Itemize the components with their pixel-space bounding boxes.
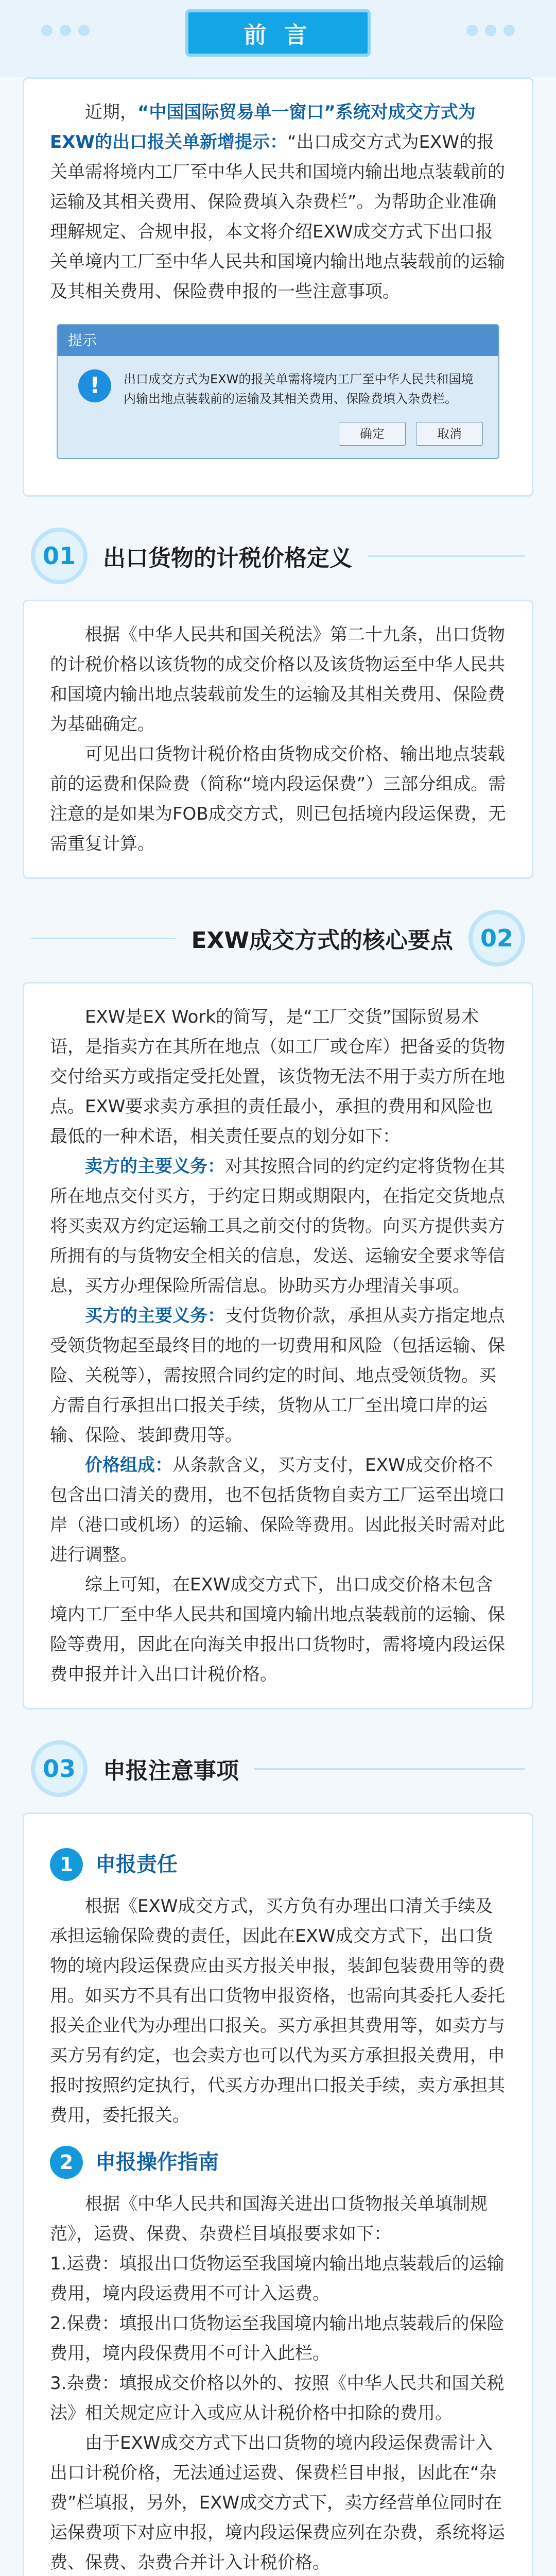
subheading-title: 申报操作指南 bbox=[95, 2150, 219, 2174]
paragraph: 根据《中华人民共和国关税法》第二十九条，出口货物的计税价格以该货物的成交价格以及该货物运至中华人民共和国境内输出地点装载前发生的运输及其相关费用、保险费为基础确定。 bbox=[50, 624, 505, 735]
preface-paragraph: 近期，“中国国际贸易单一窗口”系统对成交方式为EXW的出口报关单新增提示：“出口成交方式为EXW的报关单需将境内工厂至中华人民共和国境内输出地点装载前的运输及其相关费用、保险费填入杂费栏”。为帮助企业准确理解规定、合规申报，本文将介绍EXW成交方式下出口报关单境内工厂至中华人民共和国境内输出地点装载前的运输及其相关费用、保险费申报的一些注意事项。 bbox=[50, 102, 505, 302]
ok-button[interactable]: 确定 bbox=[339, 422, 406, 446]
paragraph: 根据《EXW成交方式，买方负有办理出口清关手续及承担运输保险费的责任，因此在EXW成交方式下，出口货物的境内段运保费应由买方报关申报，装卸包装费用等的费用。如买方不具有出口货物申报资格，也需向其委托人委托报关企业代为办理出口报关。买方承担其费用等，如卖方与买方另有约定，也会卖方也可以代为买方承担报关费用，申报时按照约定执行，代买方办理出口报关手续，卖方承担其费用，委托报关。 bbox=[50, 1896, 505, 2126]
subheading-title: 申报责任 bbox=[95, 1853, 178, 1876]
decor-dots-left bbox=[41, 25, 90, 36]
preface-card bbox=[23, 77, 533, 497]
section-header-1 bbox=[0, 528, 556, 584]
section-number: 01 bbox=[31, 528, 88, 584]
dialog-buttons bbox=[58, 422, 498, 458]
paragraph: 价格组成：从条款含义，买方支付，EXW成交价格不包含出口清关的费用，也不包括货物自卖方工厂运至出境口岸（港口或机场）的运输、保险等费用。因此报关时需对此进行调整。 bbox=[50, 1455, 505, 1565]
paragraph: 可见出口货物计税价格由货物成交价格、输出地点装载前的运费和保险费（简称“境内段运保费”）三部分组成。需注意的是如果为FOB成交方式，则已包括境内段运保费，无需重复计算。 bbox=[50, 744, 506, 854]
system-prompt-dialog bbox=[57, 324, 499, 459]
paragraph: 3.杂费：填报成交价格以外的、按照《中华人民共和国关税法》相关规定应计入或应从计税价格中扣除的费用。 bbox=[50, 2373, 505, 2424]
subheading-number: 2 bbox=[50, 2146, 83, 2179]
paragraph: EXW是EX Work的简写，是“工厂交货”国际贸易术语，是指卖方在其所在地点（如工厂或仓库）把备妥的货物交付给买方或指定受托处置，该货物无法不用于卖方所在地点。EXW要求卖方承担的责任最小，承担的费用和风险也最低的一种术语，相关责任要点的划分如下： bbox=[50, 1007, 505, 1147]
cancel-button[interactable]: 取消 bbox=[416, 422, 483, 446]
paragraph: 2.保费：填报出口货物运至我国境内输出地点装载后的保险费用，境内段保费用不可计入此栏。 bbox=[50, 2313, 505, 2364]
header-band bbox=[0, 0, 556, 77]
section-title: EXW成交方式的核心要点 bbox=[191, 927, 453, 954]
section-number: 02 bbox=[468, 910, 525, 967]
section-header-2 bbox=[0, 910, 556, 967]
section-number: 03 bbox=[31, 1740, 88, 1797]
preface-title: 前 言 bbox=[185, 9, 371, 57]
paragraph: 1.运费：填报出口货物运至我国境内输出地点装载后的运输费用，境内段运费用不可计入运费。 bbox=[50, 2253, 505, 2304]
section-3-card bbox=[23, 1812, 533, 2576]
divider bbox=[368, 555, 525, 557]
dialog-title: 提示 bbox=[58, 325, 498, 356]
section-title: 申报注意事项 bbox=[103, 1758, 239, 1784]
paragraph: 卖方的主要义务：对其按照合同的约定约定将货物在其所在地点交付买方，于约定日期或期限内，在指定交货地点将买卖双方约定运输工具之前交付的货物。向买方提供卖方所拥有的与货物安全相关的信息，发送、运输安全要求等信息，买方办理保险所需信息。协助买方办理清关事项。 bbox=[50, 1156, 505, 1296]
dialog-message: 出口成交方式为EXW的报关单需将境内工厂至中华人民共和国境内输出地点装载前的运输及其相关费用、保险费填入杂费栏。 bbox=[124, 372, 474, 406]
paragraph: 综上可知，在EXW成交方式下，出口成交价格未包含境内工厂至中华人民共和国境内输出地点装载前的运输、保险等费用，因此在向海关申报出口货物时，需将境内段运保费申报并计入出口计税价格。 bbox=[50, 1574, 505, 1685]
info-icon: ! bbox=[78, 369, 111, 402]
dialog-body bbox=[58, 356, 498, 422]
section-1-card bbox=[23, 600, 533, 879]
divider bbox=[254, 1768, 525, 1770]
subheading-number: 1 bbox=[50, 1848, 83, 1881]
section-title: 出口货物的计税价格定义 bbox=[103, 545, 352, 571]
paragraph: 由于EXW成交方式下出口货物的境内段运保费需计入出口计税价格，无法通过运费、保费栏目申报，因此在“杂费”栏填报，另外，EXW成交方式下，卖方经营单位同时在运保费项下对应申报，境内段运保费应列在杂费，系统将运费、保费、杂费合并计入计税价格。 bbox=[50, 2433, 505, 2573]
paragraph: 根据《中华人民共和国海关进出口货物报关单填制规范》，运费、保费、杂费栏目填报要求如下： bbox=[50, 2194, 488, 2244]
section-2-card bbox=[23, 982, 533, 1709]
section-header-3 bbox=[0, 1740, 556, 1797]
paragraph: 买方的主要义务：支付货物价款，承担从卖方指定地点受领货物起至最终目的地的一切费用和风险（包括运输、保险、关税等），需按照合同约定的时间、地点受领货物。买方需自行承担出口报关手续，货物从工厂至出境口岸的运输、保险、装卸费用等。 bbox=[50, 1306, 505, 1446]
decor-dots-right bbox=[466, 25, 515, 36]
subheading-2 bbox=[50, 2146, 506, 2179]
divider bbox=[31, 938, 176, 939]
subheading-1 bbox=[50, 1848, 506, 1881]
